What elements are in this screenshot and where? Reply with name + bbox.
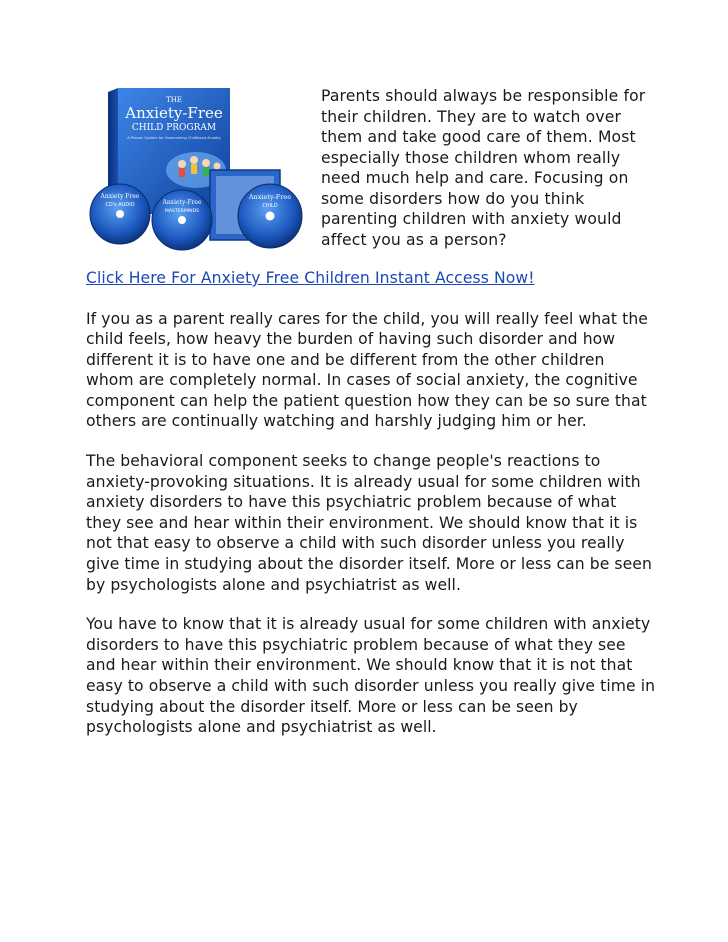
child-figure-icon [214, 163, 221, 170]
disc-mid-subtitle: MASTERMINDS [164, 209, 200, 214]
body-paragraph-1: If you as a parent really cares for the child, you will really feel what the child feels, how heavy the burden of having such disorder and how different it is to have one and be different from the other children whom are completely normal. In cases of social anxiety, the cognitive component can help the patient question how they can be so sure that others are continually watching and harshly judging him or her. [86, 309, 648, 431]
box-subtitle: CHILD PROGRAM [131, 123, 217, 133]
disc-right-title: Anxiety-Free [248, 193, 292, 201]
body-paragraph-2: The behavioral component seeks to change people's reactions to anxiety-provoking situations. It is already usual for some children with anxiety disorders to have this psychiatric problem because of what they see and hear within their environment. We should know that it is not that easy to observe a child with such disorder unless you really give time in studying about the disorder itself. More or less can be seen by psychologists alone and psychiatrist as well. [86, 452, 652, 594]
body-paragraph-3: You have to know that it is already usual for some children with anxiety disorders to have this psychiatric problem because of what they see and hear within their environment. We should know that it is not that easy to observe a child with such disorder unless you really give time in studying about the disorder itself. More or less can be seen by psychologists alone and psychiatrist as well. [86, 615, 656, 737]
child-figure-icon [203, 167, 209, 176]
intro-paragraph: Parents should always be responsible for their children. They are to watch over them and take good care of them. Most especially those children whom really need much help and care. Focusing on some disorders how do you think parenting children with anxiety would affect you as a person? [321, 87, 646, 249]
document-page [86, 86, 656, 738]
child-figure-icon [191, 164, 197, 174]
box-tagline: A Proven System for Overcoming Childhood Anxiety [127, 136, 221, 140]
disc-hole [116, 210, 124, 218]
box-title-small: THE [166, 96, 182, 104]
disc-hole [178, 216, 186, 224]
disc-left-title: Anxiety Free [100, 193, 140, 200]
box-title: Anxiety-Free [125, 104, 223, 122]
disc-right-subtitle: CHILD [262, 203, 278, 209]
product-image [86, 86, 322, 252]
child-figure-icon [190, 156, 198, 164]
instant-access-link[interactable]: Click Here For Anxiety Free Children Instant Access Now! [86, 269, 535, 287]
child-figure-icon [179, 168, 185, 177]
intro-section [86, 86, 656, 252]
disc-left-subtitle: CD's AUDIO [105, 202, 135, 208]
disc-mid-title: Anxiety-Free [162, 199, 202, 206]
child-figure-icon [178, 160, 186, 168]
disc-hole [266, 212, 275, 221]
child-figure-icon [202, 159, 210, 167]
